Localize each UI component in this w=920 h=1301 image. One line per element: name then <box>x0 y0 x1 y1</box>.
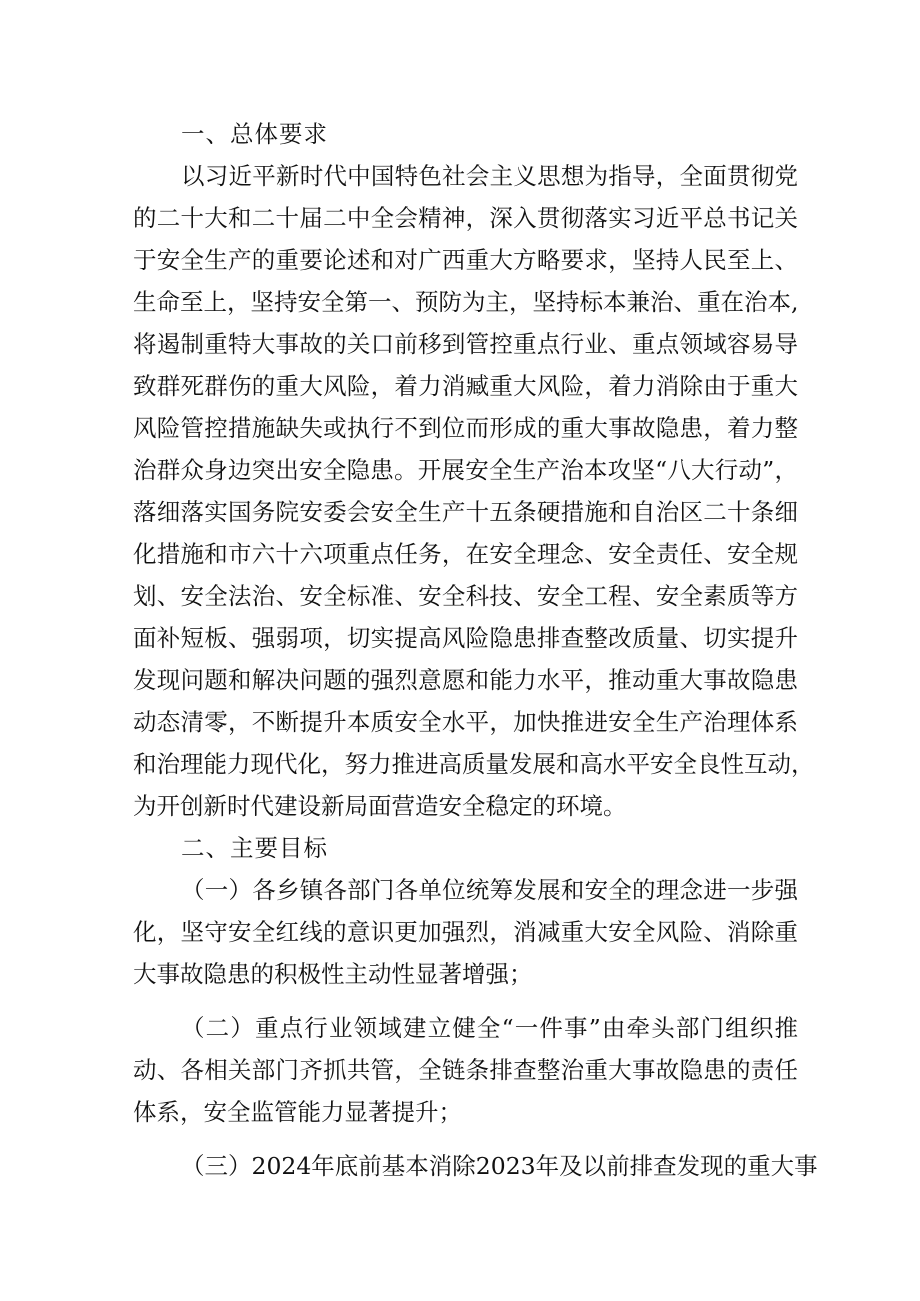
goal-item-line: （二）重点行业领域建立健全“一件事”由牵头部门组织推 <box>181 1014 798 1042</box>
paragraph-line: 将遏制重特大事故的关口前移到管控重点行业、重点领域容易导 <box>133 330 798 358</box>
paragraph-line: 落细落实国务院安委会安全生产十五条硬措施和自治区二十条细 <box>133 498 798 526</box>
paragraph-line: 致群死群伤的重大风险，着力消臧重大风险，着力消除由于重大 <box>133 372 798 400</box>
section-heading-general-requirements: 一、总体要求 <box>181 120 328 148</box>
paragraph-line: 划、安全法治、安全标准、安全科技、安全工程、安全素质等方 <box>133 582 798 610</box>
paragraph-line: 生命至上，坚持安全第一、预防为主，坚持标本兼治、重在治本, <box>133 288 799 316</box>
section-heading-main-goals: 二、主要目标 <box>181 834 328 862</box>
goal-item-line: （一）各乡镇各部门各单位统筹发展和安全的理念进一步强 <box>181 876 798 904</box>
paragraph-line: 和治理能力现代化，努力推进高质量发展和高水平安全良性互动， <box>133 750 815 778</box>
goal-item-line: 化，坚守安全红线的意识更加强烈，消减重大安全风险、消除重 <box>133 918 798 946</box>
goal-item-line: 体系，安全监管能力显著提升； <box>133 1098 462 1126</box>
goal-item-line: 动、各相关部门齐抓共管，全链条排查整治重大事故隐患的责任 <box>133 1056 798 1084</box>
paragraph-line: 为开创新时代建设新局面营造安全稳定的环境。 <box>133 792 627 820</box>
paragraph-line: 化措施和市六十六项重点任务，在安全理念、安全责任、安全规 <box>133 540 798 568</box>
paragraph-line: 面补短板、强弱项，切实提高风险隐患排查整改质量、切实提升 <box>133 624 798 652</box>
paragraph-line: 治群众身边突出安全隐患。开展安全生产治本攻坚“八大行动”， <box>133 456 798 484</box>
goal-item-line: 大事故隐患的积极性主动性显著增强； <box>133 960 533 988</box>
paragraph-line: 以习近平新时代中国特色社会主义思想为指导，全面贯彻党 <box>181 162 798 190</box>
paragraph-line: 风险管控措施缺失或执行不到位而形成的重大事故隐患，着力整 <box>133 414 798 442</box>
paragraph-line: 动态清零，不断提升本质安全水平，加快推进安全生产治理体系 <box>133 708 798 736</box>
paragraph-line: 于安全生产的重要论述和对广西重大方略要求，坚持人民至上、 <box>133 246 798 274</box>
paragraph-line: 发现问题和解决问题的强烈意愿和能力水平，推动重大事故隐患 <box>133 666 798 694</box>
goal-item-line: （三）2024年底前基本消除2023年及以前排查发现的重大事 <box>181 1152 818 1180</box>
paragraph-line: 的二十大和二十届二中全会精神，深入贯彻落实习近平总书记关 <box>133 204 798 232</box>
